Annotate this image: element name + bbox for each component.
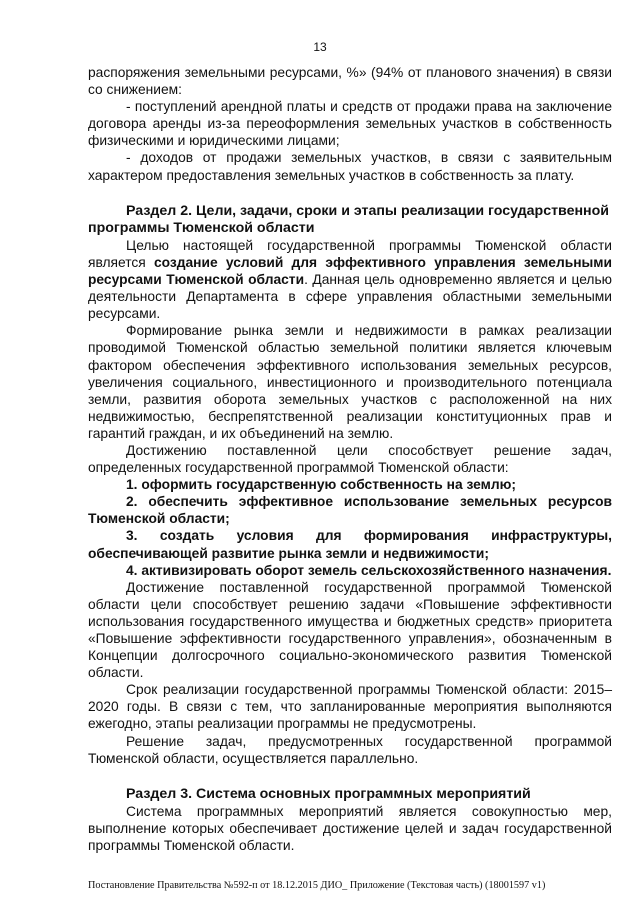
intro-paragraph: распоряжения земельными ресурсами, %» (94% от планового значения) в связи со снижением: [88, 65, 612, 98]
intro-bullet-rent: - поступлений арендной платы и средств от продажи права на заключение договора аренды из-за переоформления земельных участков в собственность физическими и юридическими лицами; [88, 99, 612, 149]
footer-note: Постановление Правительства №592-п от 18.12.2015 ДИО_ Приложение (Текстовая часть) (18001597 v1) [88, 880, 546, 891]
task-item-1: 1. оформить государственную собственность на землю; [126, 477, 516, 493]
goal-text-bold: создание условий для эффективного управления земельными ресурсами Тюменской области [88, 254, 612, 288]
goal-text-end: . Данная цель одновременно является и целью деятельности Департамента в сфере управления областными земельными ресурсами. [88, 272, 613, 322]
task-item-2: 2. обеспечить эффективное использование земельных ресурсов Тюменской области; [88, 494, 612, 527]
page-number: 13 [313, 40, 327, 54]
goal-paragraph [88, 237, 612, 322]
section-3-heading: Раздел 3. Система основных программных мероприятий [126, 785, 531, 802]
tasks-intro-paragraph: Достижению поставленной цели способствует решение задач, определенных государственной программой Тюменской области: [88, 442, 612, 476]
parallel-paragraph: Решение задач, предусмотренных государственной программой Тюменской области, осуществляется параллельно. [88, 733, 612, 766]
task-item-4: 4. активизировать оборот земель сельскохозяйственного назначения. [126, 562, 612, 578]
section-2-heading: Раздел 2. Цели, задачи, сроки и этапы реализации государственной программы Тюменской области [88, 202, 609, 236]
goal-text-start: Целью настоящей государственной программы Тюменской области является [88, 237, 612, 270]
section-3-paragraph: Система программных мероприятий является совокупностью мер, выполнение которых обеспечивает достижение целей и задач государственной программы Тюменской области. [88, 803, 612, 854]
market-paragraph: Формирование рынка земли и недвижимости в рамках реализации проводимой Тюменской областью земельной политики является ключевым фактором обеспечения эффективного использования земельных ресурсов, увеличения социального, инвестиционного и производительного потенциала земли, развития оборота земельных участков с расположенной на них недвижимостью, беспрепятственной реализации конституционных прав и гарантий граждан, и их объединений на землю. [88, 323, 612, 441]
document-body [88, 64, 612, 854]
term-paragraph: Срок реализации государственной программы Тюменской области: 2015–2020 годы. В связи с тем, что запланированные мероприятия выполняются ежегодно, этапы реализации программы не предусмотрены. [88, 682, 612, 732]
intro-bullet-sales: - доходов от продажи земельных участков, в связи с заявительным характером предоставления земельных участков в собственность за плату. [88, 150, 612, 183]
task-item-3: 3. создать условия для формирования инфраструктуры, обеспечивающей развитие рынка земли и недвижимости; [88, 528, 612, 561]
achievement-paragraph: Достижение поставленной государственной программой Тюменской области цели способствует решению задачи «Повышение эффективности использования государственного имущества и бюджетных средств» приоритета «Повышение эффективности государственного управления», обозначенным в Концепции долгосрочного социально-экономического развития Тюменской области. [88, 579, 612, 681]
